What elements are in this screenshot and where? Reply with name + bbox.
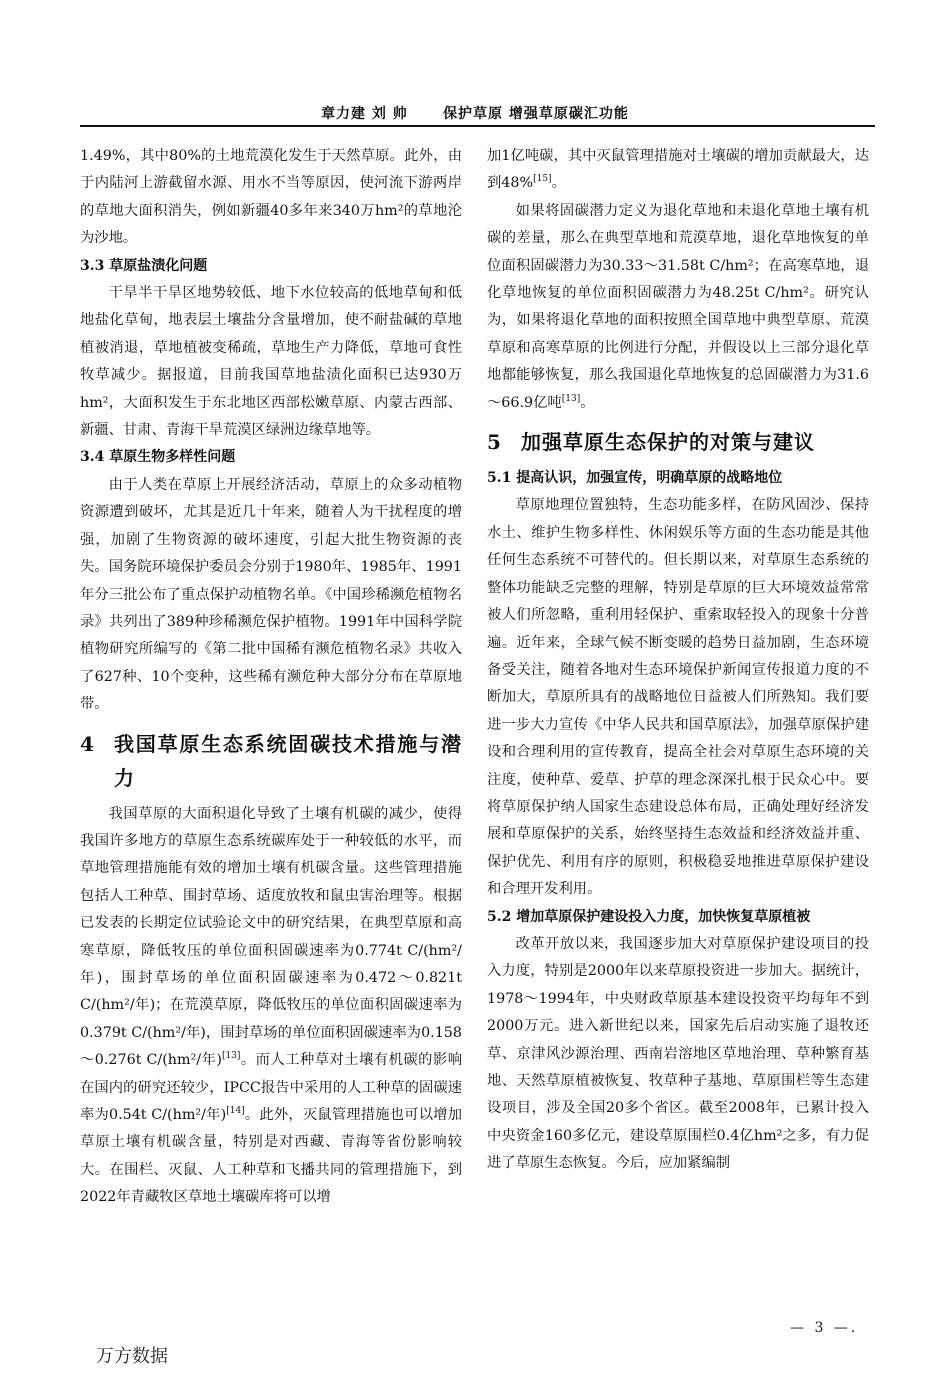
citation[interactable]: [15] bbox=[533, 174, 552, 185]
section-number: 4 bbox=[80, 731, 95, 756]
header-rule bbox=[80, 125, 875, 127]
section-heading-3-3: 3.3 草原盐渍化问题 bbox=[80, 257, 208, 274]
section-heading-5-1: 5.1 提高认识，加强宣传，明确草原的战略地位 bbox=[487, 470, 783, 487]
text-run: 如果将固碳潜力定义为退化草地和未退化草地土壤有机碳的差量，那么在典型草地和荒漠草地，退化草地恢复的单位面积固碳潜力为30.33～31.58t C/hm²；在高寒草地，退化草地恢复的单位面积固碳潜力为48.25t C/hm²。研究认为，如果将退化草地的面积按照全国草地中典型草原、荒漠草原和高寒草原的比例进行分配，并假设以上三部分退化草地都能够恢复，那么我国退化草地恢复的总固碳潜力为31.6～66.9亿吨 bbox=[487, 202, 869, 411]
text-run: 。 bbox=[580, 394, 595, 411]
header-authors: 章力建 刘 帅 bbox=[321, 106, 408, 122]
paragraph: 干旱半干旱区地势较低、地下水位较高的低地草甸和低地盐化草甸，地表层土壤盐分含量增加，使不耐盐碱的草地植被消退，草地植被变稀疏，草地生产力降低，草地可食性牧草减少。据报道，目前我国草地盐渍化面积已达930万hm²，大面积发生于东北地区西部松嫩草原、内蒙古西部、新疆、甘肃、青海干旱荒漠区绿洲边缘草地等。 bbox=[80, 285, 462, 439]
left-column bbox=[80, 143, 462, 1212]
text-run: 加1亿吨碳，其中灭鼠管理措施对土壤碳的增加贡献最大，达到48% bbox=[487, 148, 869, 192]
section-number: 5 bbox=[487, 430, 502, 455]
section-heading-5-2: 5.2 增加草原保护建设投入力度，加快恢复草原植被 bbox=[487, 908, 811, 925]
text-run: 。此外，灭鼠管理措施也可以增加草原土壤有机碳含量，特别是对西藏、青海等省份影响较大。在围栏、灭鼠、人工种草和飞播共同的管理措施下，到2022年青藏牧区草地土壤碳库将可以增 bbox=[80, 1107, 462, 1206]
paragraph: 改革开放以来，我国逐步加大对草原保护建设项目的投入力度，特别是2000年以来草原投资进一步加大。据统计，1978～1994年，中央财政草原基本建设投资平均每年不到2000万元。进入新世纪以来，国家先后启动实施了退牧还草、京津风沙源治理、西南岩溶地区草地治理、草种繁育基地、天然草原植被恢复、牧草种子基地、草原围栏等生态建设项目，涉及全国20多个省区。截至2008年，已累计投入中央资金160多亿元，建设草原围栏0.4亿hm²之多，有力促进了草原生态恢复。今后，应加紧编制 bbox=[487, 935, 869, 1172]
page-number: — 3 —. bbox=[790, 1320, 859, 1336]
section-heading-4 bbox=[80, 727, 462, 795]
header-title: 保护草原 增强草原碳汇功能 bbox=[443, 106, 629, 122]
paragraph: 草原地理位置独特，生态功能多样，在防风固沙、保持水土、维护生物多样性、休闲娱乐等方面的生态功能是其他任何生态系统不可替代的。但长期以来，对草原生态系统的整体功能缺乏完整的理解，特别是草原的巨大环境效益常常被人们所忽略，重利用轻保护、重索取轻投入的现象十分普遍。近年来，全球气候不断变暖的趋势日益加剧，生态环境备受关注，随着各地对生态环境保护新闻宣传报道力度的不断加大，草原所具有的战略地位日益被人们所熟知。我们要进一步大力宣传《中华人民共和国草原法》，加强草原保护建设和合理利用的宣传教育，提高全社会对草原生态环境的关注度，使种草、爱草、护草的理念深深扎根于民众心中。要将草原保护纳人国家生态建设总体布局，正确处理好经济发展和草原保护的关系，始终坚持生态效益和经济效益并重、保护优先、利用有序的原则，积极稳妥地推进草原保护建设和合理开发利用。 bbox=[487, 497, 869, 898]
running-header bbox=[0, 103, 950, 123]
citation[interactable]: [13] bbox=[221, 1051, 241, 1062]
section-title: 我国草原生态系统固碳技术措施与潜力 bbox=[114, 731, 462, 790]
paragraph bbox=[80, 801, 462, 1212]
text-run: 。而人工种草对土壤有机碳的影响在国内的研究还较少，IPCC报告中采用的人工种草的固碳速率为0.54t C/(hm²/年) bbox=[80, 1052, 462, 1123]
citation[interactable]: [14] bbox=[226, 1106, 245, 1117]
paragraph: 1.49%，其中80%的土地荒漠化发生于天然草原。此外，由于内陆河上游截留水源、用水不当等原因，使河流下游两岸的草地大面积消失，例如新疆40多年来340万hm²的草地沦为沙地。 bbox=[80, 148, 462, 247]
right-column bbox=[487, 143, 869, 1178]
paragraph bbox=[487, 198, 869, 417]
watermark-brand: 万方数据 bbox=[96, 1346, 168, 1367]
paragraph bbox=[487, 143, 869, 198]
text-run: 我国草原的大面积退化导致了土壤有机碳的减少，使得我国许多地方的草原生态系统碳库处于一种较低的水平，而草地管理措施能有效的增加土壤有机碳含量。这些管理措施包括人工种草、围封草场、适度放牧和鼠虫害治理等。根据已发表的长期定位试验论文中的研究结果，在典型草原和高寒草原，降低牧压的单位面积固碳速率为0.774t C/(hm²/年)，围封草场的单位面积固碳速率为0.472～0.821t C/(hm²/年)；在荒漠草原，降低牧压的单位面积固碳速率为0.379t C/(hm²/年)，围封草场的单位面积固碳速率为0.158～0.276t C/(hm²/年) bbox=[80, 805, 462, 1069]
section-heading-5 bbox=[487, 425, 869, 459]
section-heading-3-4: 3.4 草原生物多样性问题 bbox=[80, 449, 236, 466]
text-run: 。 bbox=[551, 175, 566, 192]
citation[interactable]: [13] bbox=[561, 393, 581, 404]
section-title: 加强草原生态保护的对策与建议 bbox=[521, 430, 815, 455]
paragraph: 由于人类在草原上开展经济活动，草原上的众多动植物资源遭到破坏，尤其是近几十年来，随着人为干扰程度的增强，加剧了生物资源的破坏速度，引起大批生物资源的丧失。国务院环境保护委员会分别于1980年、1985年、1991年分三批公布了重点保护动植物名单。《中国珍稀濒危植物名录》共列出了389种珍稀濒危保护植物。1991年中国科学院植物研究所编写的《第二批中国稀有濒危植物名录》共收入了627种、10个变种，这些稀有濒危种大部分分布在草原地带。 bbox=[80, 476, 462, 713]
